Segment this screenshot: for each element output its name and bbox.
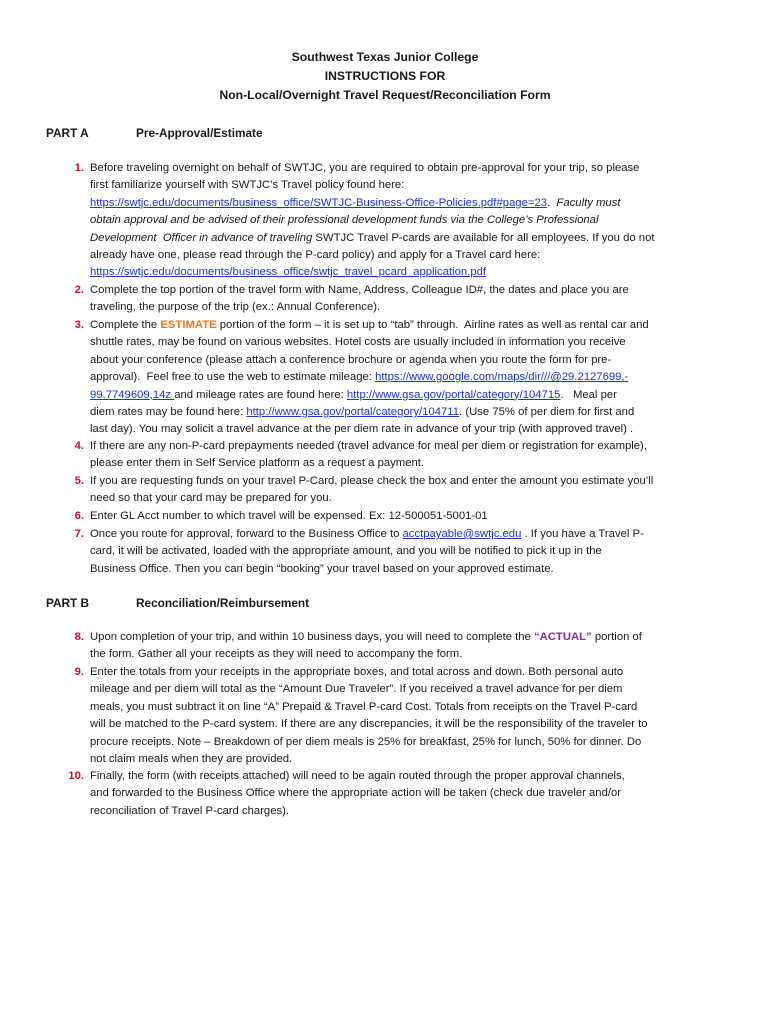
list-item-6 bbox=[62, 508, 722, 525]
item-text: Upon completion of your trip, and within 10 business days, you will need to complete the bbox=[90, 631, 534, 643]
list-item-8 bbox=[62, 629, 722, 664]
part-a-heading bbox=[46, 125, 263, 142]
part-b-heading bbox=[46, 595, 309, 612]
item-text: Before traveling overnight on behalf of SWTJC, you are required to obtain pre-approval for your trip, so please bbox=[90, 162, 640, 174]
acctpayable-email-link[interactable]: acctpayable@swtjc.edu bbox=[402, 528, 522, 540]
item-text: diem rates may be found here: bbox=[90, 406, 247, 419]
item-text: Enter GL Acct number to which travel will be expensed. Ex: 12-500051-5001-01 bbox=[90, 510, 488, 522]
item-text: mileage and per diem will total as the “Amount Due Traveler”. If you received a travel advance for per diem bbox=[90, 683, 623, 696]
item-number: 6. bbox=[74, 510, 84, 522]
item-text: need so that your card may be prepared for you. bbox=[90, 492, 332, 505]
item-text: . If you have a Travel P- bbox=[521, 528, 644, 540]
item-text: Once you route for approval, forward to the Business Office to bbox=[90, 528, 403, 540]
item-number: 2. bbox=[74, 284, 84, 296]
item-text: meals, you must subtract it on line “A” Prepaid & Travel P-card Cost. Totals from receipts on the Travel P-card bbox=[90, 700, 638, 713]
actual-keyword: “ACTUAL” bbox=[533, 631, 592, 643]
item-number: 8. bbox=[74, 631, 84, 643]
item-text: card, it will be activated, loaded with the appropriate amount, and you will be notified to pick it up in the bbox=[90, 545, 602, 558]
item-number: 4. bbox=[74, 440, 84, 452]
list-item-2 bbox=[62, 282, 722, 317]
item-number: 5. bbox=[74, 475, 84, 487]
item-text: portion of bbox=[591, 631, 642, 643]
list-item-3 bbox=[62, 317, 722, 439]
item-text-italic: Faculty must bbox=[556, 196, 621, 209]
list-item-9 bbox=[62, 664, 722, 768]
instructions-heading: INSTRUCTIONS FOR bbox=[324, 69, 446, 83]
item-text: will be matched to the P-card system. If there are any discrepancies, it will be the responsibility of the traveler to bbox=[90, 718, 648, 731]
item-text: not claim meals when they are provided. bbox=[90, 753, 293, 766]
item-text-italic: Development Officer in advance of traveling bbox=[90, 231, 313, 244]
part-b-label: PART B bbox=[46, 596, 90, 610]
part-a-label: PART A bbox=[46, 126, 89, 140]
list-item-4 bbox=[62, 438, 722, 473]
item-text: about your conference (please attach a conference brochure or agenda when you route the form for pre- bbox=[90, 353, 612, 366]
college-name: Southwest Texas Junior College bbox=[291, 50, 479, 64]
item-text: and forwarded to the Business Office where the appropriate action will be taken (check due traveler and/or bbox=[90, 787, 622, 800]
item-text: the form. Gather all your receipts as they will need to accompany the form. bbox=[90, 648, 463, 661]
item-text: . Meal per bbox=[560, 388, 617, 401]
part-a-title: Pre-Approval/Estimate bbox=[136, 126, 263, 140]
list-item-5 bbox=[62, 473, 722, 508]
list-item-7 bbox=[62, 526, 722, 578]
item-text: traveling, the purpose of the trip (ex.: Annual Conference). bbox=[90, 301, 381, 314]
item-text: Finally, the form (with receipts attached) will need to be again routed through the proper approval channels, bbox=[90, 770, 625, 782]
item-text: Complete the bbox=[90, 319, 161, 331]
item-text: If you are requesting funds on your travel P-Card, please check the box and enter the amount you estimate you’ll bbox=[90, 475, 654, 487]
part-b-title: Reconciliation/Reimbursement bbox=[136, 596, 310, 610]
travel-policy-link[interactable]: https://swtjc.edu/documents/business_office/SWTJC-Business-Office-Policies.pdf#page=23 bbox=[90, 196, 548, 209]
item-text: reconciliation of Travel P-card charges). bbox=[90, 804, 290, 817]
google-maps-link[interactable]: https://www.google.com/maps/dir///@29.2127699,- bbox=[375, 371, 629, 384]
item-number: 9. bbox=[74, 666, 84, 678]
item-text: . (Use 75% of per diem for first and bbox=[459, 406, 635, 419]
item-number: 1. bbox=[74, 162, 84, 174]
item-text-italic: obtain approval and be advised of their professional development funds via the College’s Professional bbox=[90, 214, 599, 227]
item-text: portion of the form – it is set up to “tab” through. Airline rates as well as rental car and bbox=[216, 319, 649, 331]
item-text: approval). Feel free to use the web to estimate mileage: bbox=[90, 371, 376, 384]
form-title: Non-Local/Overnight Travel Request/Reconciliation Form bbox=[219, 88, 551, 102]
item-number: 10. bbox=[68, 770, 84, 782]
item-number: 3. bbox=[74, 319, 84, 331]
item-text: first familiarize yourself with SWTJC’s Travel policy found here: bbox=[90, 179, 405, 192]
item-number: 7. bbox=[74, 528, 84, 540]
item-text: If there are any non-P-card prepayments needed (travel advance for meal per diem or registration for example), bbox=[90, 440, 647, 452]
item-text: and mileage rates are found here: bbox=[174, 388, 347, 401]
item-text: please enter them in Self Service platform as a request a payment. bbox=[90, 457, 425, 470]
item-text: shuttle rates, may be found on various websites. Hotel costs are usually included in information you receive bbox=[90, 336, 626, 349]
list-item-1 bbox=[62, 160, 722, 282]
gsa-mileage-link[interactable]: http://www.gsa.gov/portal/category/104715 bbox=[346, 388, 561, 401]
google-maps-link-continued[interactable]: 99.7749609,14z bbox=[90, 388, 175, 401]
item-text: Business Office. Then you can begin “booking” your travel based on your approved estimate. bbox=[90, 562, 554, 575]
gsa-per-diem-link[interactable]: http://www.gsa.gov/portal/category/104711 bbox=[246, 406, 460, 419]
item-text: Enter the totals from your receipts in the appropriate boxes, and total across and down. Both personal auto bbox=[90, 666, 624, 678]
pcard-application-link[interactable]: https://swtjc.edu/documents/business_office/swtjc_travel_pcard_application.pdf bbox=[90, 266, 487, 279]
list-item-10 bbox=[62, 768, 722, 820]
estimate-keyword: ESTIMATE bbox=[160, 319, 217, 331]
item-text: last day). You may solicit a travel advance at the per diem rate in advance of your trip (with approved travel) . bbox=[90, 423, 634, 436]
item-text: procure receipts. Note – Breakdown of per diem meals is 25% for breakfast, 25% for lunch, 50% for dinner. Do bbox=[90, 735, 642, 748]
item-text: Complete the top portion of the travel form with Name, Address, Colleague ID#, the dates and place you are bbox=[90, 284, 629, 296]
item-text: . bbox=[547, 196, 551, 209]
item-text: already have one, please read through the P-card policy) and apply for a Travel card here: bbox=[90, 249, 541, 262]
item-text: SWTJC Travel P-cards are available for all employees. If you do not bbox=[312, 231, 655, 244]
